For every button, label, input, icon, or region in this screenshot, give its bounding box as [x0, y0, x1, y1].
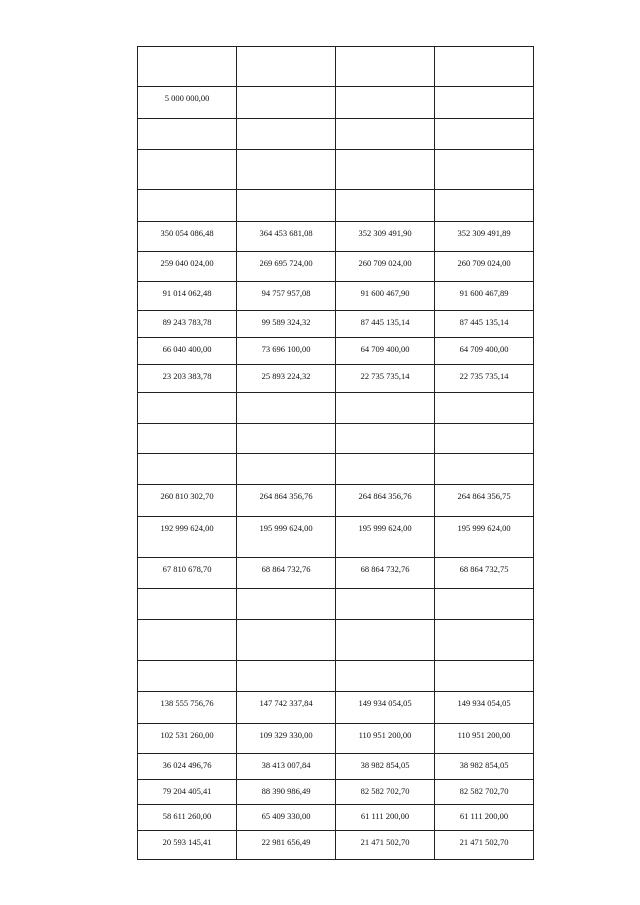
table-cell — [237, 282, 336, 311]
table-cell — [435, 47, 534, 87]
table-cell — [237, 620, 336, 661]
cell-value: 260 709 024,00 — [358, 258, 412, 268]
cell-value: 87 445 135,14 — [459, 317, 509, 327]
table-cell — [336, 365, 435, 393]
cell-value — [336, 589, 434, 596]
table-cell — [138, 780, 237, 805]
financial-table — [137, 46, 534, 860]
cell-value: 195 999 624,00 — [457, 523, 511, 533]
table-cell — [435, 393, 534, 424]
table-cell — [138, 754, 237, 780]
cell-value — [435, 190, 533, 197]
table-cell — [237, 589, 336, 620]
table-cell — [435, 620, 534, 661]
cell-value: 91 014 062,48 — [162, 288, 212, 298]
table-cell — [336, 805, 435, 831]
table-row — [138, 724, 534, 754]
table-cell — [336, 47, 435, 87]
cell-value — [237, 87, 335, 94]
table-row — [138, 780, 534, 805]
table-cell — [336, 589, 435, 620]
financial-table-body — [138, 47, 534, 860]
table-cell — [138, 661, 237, 692]
table-cell — [237, 87, 336, 119]
table-cell — [336, 724, 435, 754]
table-cell — [435, 692, 534, 724]
table-row — [138, 485, 534, 517]
cell-value: 99 589 324,32 — [261, 317, 311, 327]
table-cell — [435, 365, 534, 393]
cell-value — [138, 190, 236, 197]
table-row — [138, 620, 534, 661]
cell-value: 102 531 260,00 — [160, 730, 214, 740]
table-row — [138, 87, 534, 119]
cell-value: 73 696 100,00 — [261, 344, 311, 354]
cell-value: 260 810 302,70 — [160, 491, 214, 501]
cell-value: 138 555 756,76 — [160, 698, 214, 708]
table-cell — [237, 805, 336, 831]
table-cell — [237, 190, 336, 222]
cell-value: 94 757 957,08 — [261, 288, 311, 298]
table-cell — [237, 661, 336, 692]
table-cell — [336, 692, 435, 724]
table-cell — [138, 150, 237, 190]
cell-value — [435, 620, 533, 627]
table-cell — [435, 754, 534, 780]
table-cell — [138, 831, 237, 860]
cell-value: 91 600 467,90 — [360, 288, 410, 298]
cell-value — [138, 393, 236, 400]
cell-value: 61 111 200,00 — [459, 811, 509, 821]
cell-value: 192 999 624,00 — [160, 523, 214, 533]
cell-value — [336, 87, 434, 94]
cell-value — [237, 119, 335, 126]
cell-value: 64 709 400,00 — [360, 344, 410, 354]
cell-value — [336, 661, 434, 668]
table-cell — [138, 47, 237, 87]
table-cell — [138, 589, 237, 620]
cell-value — [138, 620, 236, 627]
table-cell — [336, 620, 435, 661]
cell-value: 22 735 735,14 — [459, 371, 509, 381]
table-cell — [237, 222, 336, 252]
cell-value — [336, 424, 434, 431]
cell-value: 149 934 054,05 — [358, 698, 412, 708]
table-row — [138, 311, 534, 338]
table-cell — [138, 338, 237, 365]
table-cell — [435, 661, 534, 692]
cell-value — [138, 589, 236, 596]
cell-value: 22 981 656,49 — [261, 837, 311, 847]
table-cell — [138, 424, 237, 454]
table-cell — [336, 338, 435, 365]
table-row — [138, 424, 534, 454]
table-row — [138, 119, 534, 150]
table-cell — [237, 424, 336, 454]
cell-value — [237, 190, 335, 197]
cell-value: 65 409 330,00 — [261, 811, 311, 821]
table-cell — [435, 190, 534, 222]
table-row — [138, 190, 534, 222]
cell-value — [138, 454, 236, 461]
table-cell — [237, 311, 336, 338]
table-cell — [138, 87, 237, 119]
table-cell — [138, 252, 237, 282]
cell-value: 68 864 732,75 — [459, 564, 509, 574]
table-cell — [138, 119, 237, 150]
cell-value — [435, 661, 533, 668]
cell-value: 38 982 854,05 — [360, 760, 410, 770]
table-cell — [336, 517, 435, 558]
table-cell — [435, 252, 534, 282]
table-cell — [336, 661, 435, 692]
cell-value: 21 471 502,70 — [360, 837, 410, 847]
table-row — [138, 692, 534, 724]
cell-value: 259 040 024,00 — [160, 258, 214, 268]
cell-value — [237, 620, 335, 627]
table-cell — [237, 393, 336, 424]
table-row — [138, 589, 534, 620]
table-cell — [138, 311, 237, 338]
cell-value: 21 471 502,70 — [459, 837, 509, 847]
cell-value — [237, 661, 335, 668]
cell-value: 91 600 467,89 — [459, 288, 509, 298]
cell-value: 364 453 681,08 — [259, 228, 313, 238]
table-cell — [435, 424, 534, 454]
table-cell — [435, 282, 534, 311]
table-row — [138, 282, 534, 311]
table-cell — [138, 365, 237, 393]
cell-value: 82 582 702,70 — [360, 786, 410, 796]
cell-value — [237, 393, 335, 400]
table-cell — [237, 485, 336, 517]
table-cell — [435, 724, 534, 754]
cell-value: 82 582 702,70 — [459, 786, 509, 796]
cell-value: 38 413 007,84 — [261, 760, 311, 770]
cell-value — [237, 47, 335, 54]
table-cell — [435, 485, 534, 517]
table-row — [138, 805, 534, 831]
table-cell — [336, 87, 435, 119]
table-cell — [435, 558, 534, 589]
cell-value — [237, 424, 335, 431]
table-cell — [138, 222, 237, 252]
table-cell — [336, 754, 435, 780]
cell-value: 23 203 383,78 — [162, 371, 212, 381]
cell-value: 264 864 356,76 — [358, 491, 412, 501]
table-cell — [138, 485, 237, 517]
table-cell — [435, 222, 534, 252]
table-cell — [336, 150, 435, 190]
table-row — [138, 222, 534, 252]
table-cell — [237, 338, 336, 365]
table-row — [138, 150, 534, 190]
table-cell — [138, 805, 237, 831]
cell-value: 58 611 260,00 — [162, 811, 212, 821]
cell-value — [237, 150, 335, 157]
table-cell — [336, 252, 435, 282]
table-cell — [435, 589, 534, 620]
table-cell — [336, 485, 435, 517]
table-cell — [237, 252, 336, 282]
table-row — [138, 454, 534, 485]
cell-value — [336, 393, 434, 400]
table-cell — [138, 558, 237, 589]
table-cell — [336, 780, 435, 805]
table-row — [138, 754, 534, 780]
cell-value — [336, 47, 434, 54]
table-cell — [336, 119, 435, 150]
cell-value — [435, 150, 533, 157]
table-cell — [435, 311, 534, 338]
table-cell — [237, 754, 336, 780]
table-cell — [237, 454, 336, 485]
cell-value: 79 204 405,41 — [162, 786, 212, 796]
cell-value: 269 695 724,00 — [259, 258, 313, 268]
cell-value: 22 735 735,14 — [360, 371, 410, 381]
table-row — [138, 558, 534, 589]
cell-value — [435, 589, 533, 596]
cell-value: 5 000 000,00 — [164, 93, 210, 103]
table-row — [138, 831, 534, 860]
cell-value: 195 999 624,00 — [259, 523, 313, 533]
cell-value: 64 709 400,00 — [459, 344, 509, 354]
cell-value — [336, 150, 434, 157]
cell-value: 89 243 783,78 — [162, 317, 212, 327]
table-cell — [138, 724, 237, 754]
cell-value — [336, 454, 434, 461]
table-cell — [138, 692, 237, 724]
table-row — [138, 661, 534, 692]
table-cell — [237, 47, 336, 87]
cell-value — [435, 119, 533, 126]
table-row — [138, 517, 534, 558]
cell-value — [138, 150, 236, 157]
cell-value: 68 864 732,76 — [360, 564, 410, 574]
cell-value: 260 709 024,00 — [457, 258, 511, 268]
cell-value — [336, 190, 434, 197]
cell-value: 68 864 732,76 — [261, 564, 311, 574]
table-cell — [336, 424, 435, 454]
cell-value — [435, 393, 533, 400]
cell-value: 67 810 678,70 — [162, 564, 212, 574]
table-cell — [435, 454, 534, 485]
table-cell — [336, 222, 435, 252]
cell-value — [138, 47, 236, 54]
table-cell — [435, 831, 534, 860]
cell-value — [435, 47, 533, 54]
table-cell — [237, 150, 336, 190]
table-row — [138, 252, 534, 282]
cell-value — [138, 661, 236, 668]
cell-value: 25 893 224,32 — [261, 371, 311, 381]
cell-value: 264 864 356,75 — [457, 491, 511, 501]
cell-value — [435, 424, 533, 431]
table-cell — [237, 724, 336, 754]
table-row — [138, 338, 534, 365]
table-cell — [435, 87, 534, 119]
table-cell — [237, 558, 336, 589]
cell-value: 352 309 491,90 — [358, 228, 412, 238]
table-row — [138, 365, 534, 393]
table-cell — [336, 831, 435, 860]
cell-value — [435, 87, 533, 94]
table-row — [138, 393, 534, 424]
table-cell — [138, 620, 237, 661]
cell-value — [336, 620, 434, 627]
table-cell — [336, 311, 435, 338]
cell-value: 352 309 491,89 — [457, 228, 511, 238]
cell-value: 88 390 986,49 — [261, 786, 311, 796]
cell-value — [237, 454, 335, 461]
table-cell — [237, 831, 336, 860]
cell-value: 36 024 496,76 — [162, 760, 212, 770]
table-cell — [138, 393, 237, 424]
table-cell — [435, 150, 534, 190]
cell-value: 87 445 135,14 — [360, 317, 410, 327]
cell-value: 38 982 854,05 — [459, 760, 509, 770]
table-cell — [138, 282, 237, 311]
table-cell — [138, 190, 237, 222]
cell-value: 195 999 624,00 — [358, 523, 412, 533]
cell-value: 110 951 200,00 — [358, 730, 412, 740]
table-cell — [435, 805, 534, 831]
table-cell — [336, 190, 435, 222]
table-cell — [435, 338, 534, 365]
table-cell — [435, 119, 534, 150]
table-cell — [336, 393, 435, 424]
cell-value: 350 054 086,48 — [160, 228, 214, 238]
cell-value — [138, 119, 236, 126]
table-cell — [237, 119, 336, 150]
cell-value: 66 040 400,00 — [162, 344, 212, 354]
cell-value: 147 742 337,84 — [259, 698, 313, 708]
cell-value: 110 951 200,00 — [457, 730, 511, 740]
cell-value: 61 111 200,00 — [360, 811, 410, 821]
cell-value — [138, 424, 236, 431]
table-cell — [435, 517, 534, 558]
table-cell — [237, 365, 336, 393]
cell-value: 109 329 330,00 — [259, 730, 313, 740]
table-cell — [237, 517, 336, 558]
cell-value — [435, 454, 533, 461]
cell-value: 149 934 054,05 — [457, 698, 511, 708]
table-cell — [336, 282, 435, 311]
table-cell — [435, 780, 534, 805]
cell-value — [336, 119, 434, 126]
table-cell — [138, 517, 237, 558]
table-cell — [237, 692, 336, 724]
table-cell — [336, 454, 435, 485]
table-row — [138, 47, 534, 87]
cell-value — [237, 589, 335, 596]
table-cell — [138, 454, 237, 485]
table-cell — [336, 558, 435, 589]
cell-value: 20 593 145,41 — [162, 837, 212, 847]
table-cell — [237, 780, 336, 805]
cell-value: 264 864 356,76 — [259, 491, 313, 501]
